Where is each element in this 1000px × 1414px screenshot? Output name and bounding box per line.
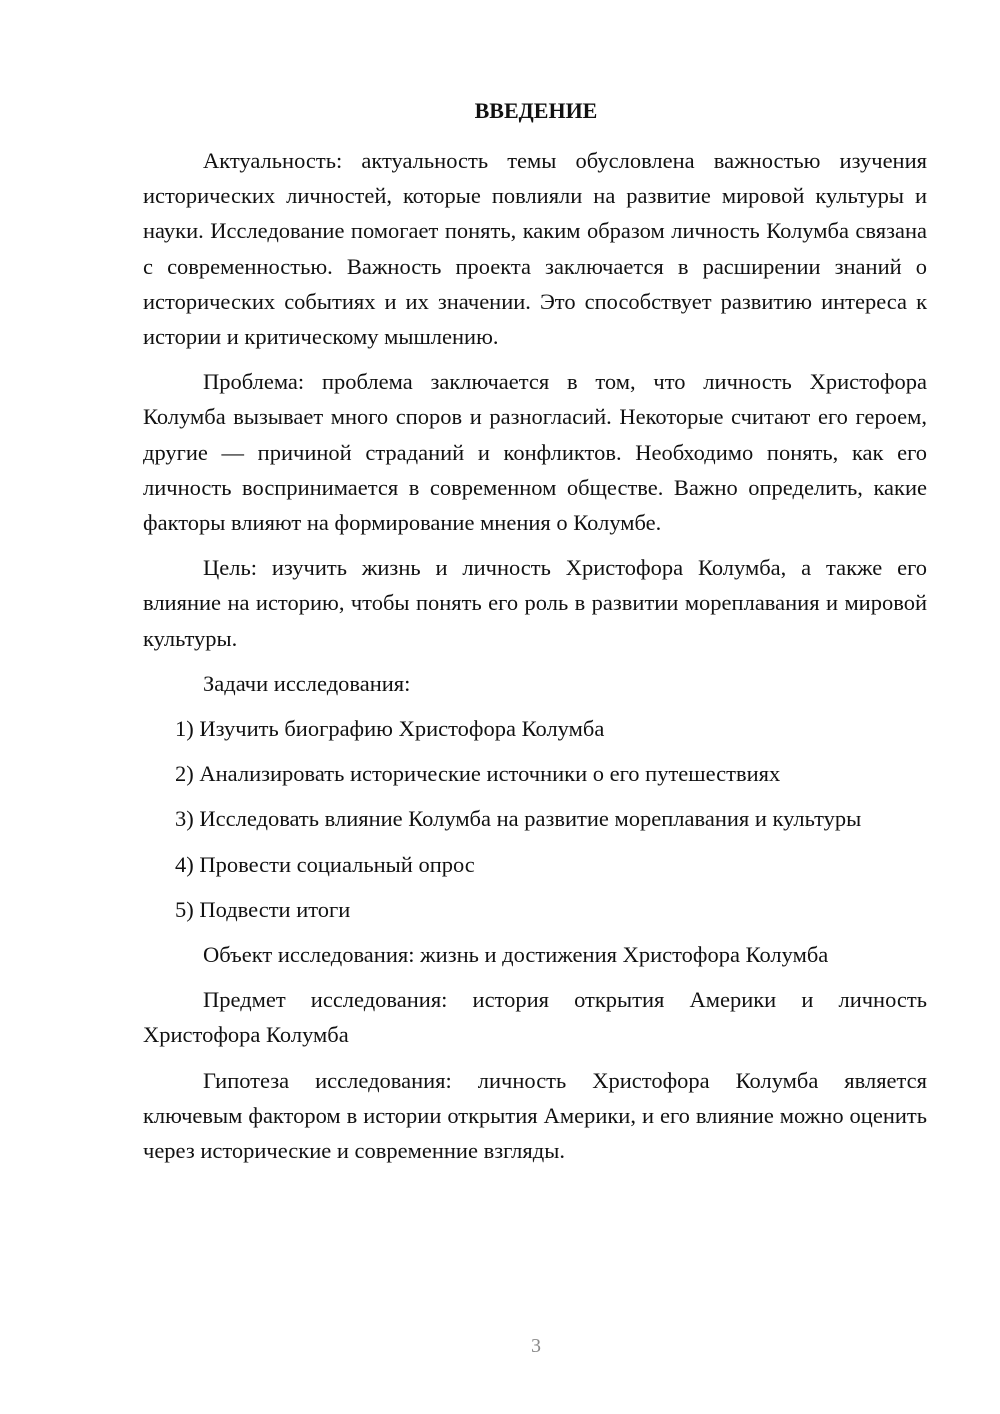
page-number: 3 [531,1335,541,1357]
paragraph-object: Объект исследования: жизнь и достижения Христофора Колумба [203,942,829,968]
tasks-heading: Задачи исследования: [203,670,411,696]
list-item: 1) Изучить биографию Христофора Колумба [175,716,605,742]
list-item: 2) Анализировать исторические источники о его путешествиях [175,761,781,787]
paragraph-problem: Проблема: проблема заключается в том, что личность Христофора Колумба вызывает много споров и разногласий. Некоторые считают его героем, другие — причиной страданий и конфликтов. Необходимо понять, как его личность воспринимается в современном обществе. Важно определить, какие факторы влияют на формирование мнения о Колумбе. [143,369,927,536]
document-body [143,143,927,1178]
paragraph-goal: Цель: изучить жизнь и личность Христофора Колумба, а также его влияние на историю, чтобы понять его роль в развитии мореплавания и мировой культуры. [143,555,927,651]
tasks-list [143,711,927,927]
paragraph-subject: Предмет исследования: история открытия Америки и личность Христофора Колумба [143,987,927,1048]
list-item: 4) Провести социальный опрос [175,851,475,877]
list-item: 3) Исследовать влияние Колумба на развитие мореплавания и культуры [175,806,862,832]
paragraph-hypothesis: Гипотеза исследования: личность Христофора Колумба является ключевым фактором в истории открытия Америки, и его влияние можно оценить через исторические и современние взгляды. [143,1067,927,1164]
list-item: 5) Подвести итоги [175,896,351,922]
paragraph-relevance: Актуальность: актуальность темы обусловлена важностью изучения исторических личностей, которые повлияли на развитие мировой культуры и науки. Исследование помогает понять, каким образом личность Колумба связана с современностью. Важность проекта заключается в расширении знаний о исторических событиях и их значении. Это способствует развитию интереса к истории и критическому мышлению. [143,148,927,350]
section-title: ВВЕДЕНИЕ [474,98,598,123]
